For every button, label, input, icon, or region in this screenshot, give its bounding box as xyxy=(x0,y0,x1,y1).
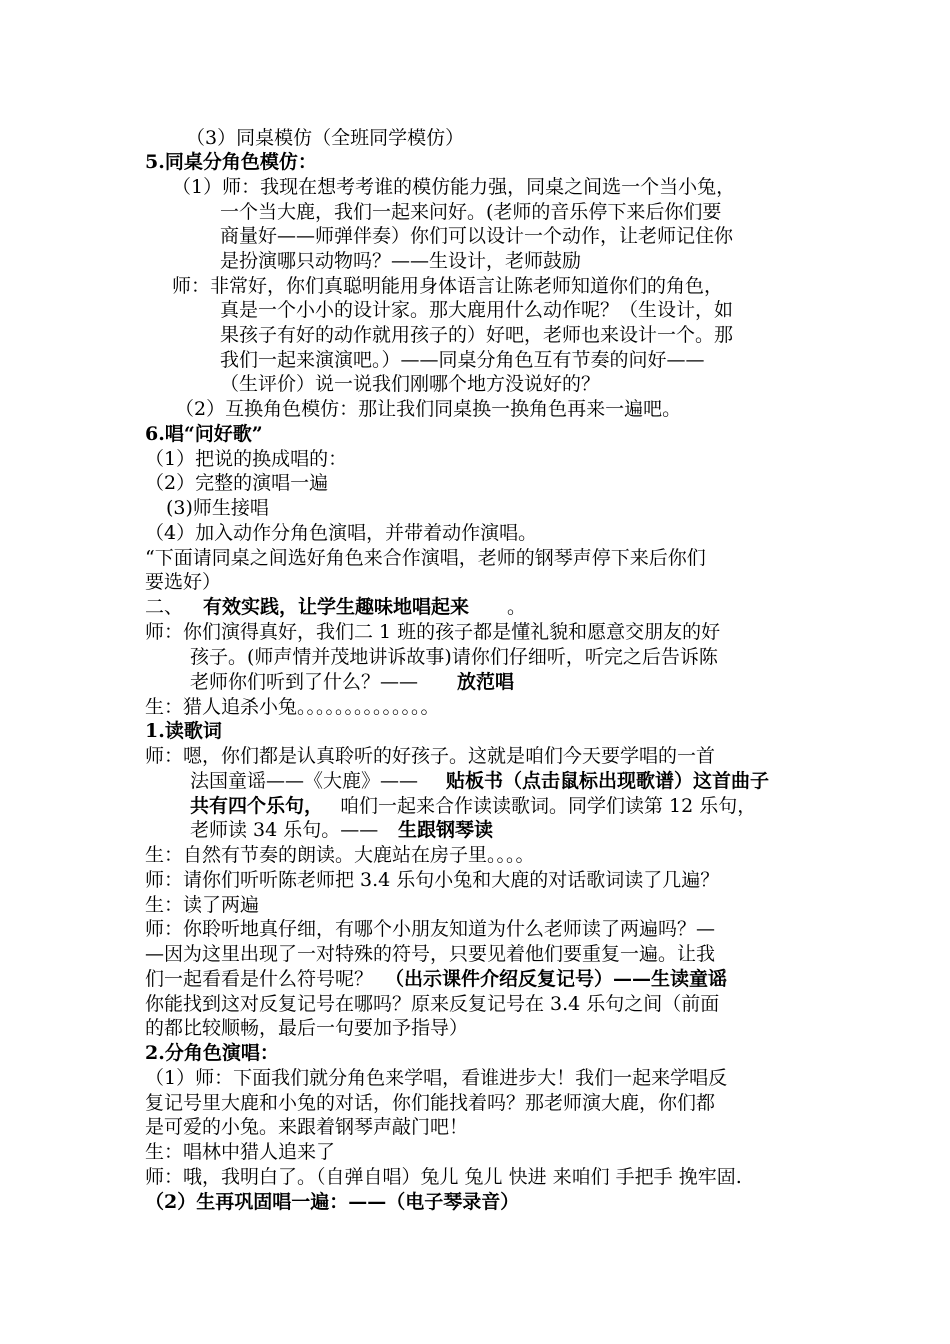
text-line: 师：嗯，你们都是认真聆听的好孩子。这就是咱们今天要学唱的一首 xyxy=(145,745,716,767)
section-number: 二、 xyxy=(145,596,184,618)
text-line: 师：非常好，你们真聪明能用身体语言让陈老师知道你们的角色， xyxy=(172,275,724,297)
text-line: （生评价）说一说我们刚哪个地方没说好的？ xyxy=(220,373,601,395)
text-line: 孩子。(师声情并茂地讲诉故事)请你们仔细听，听完之后告诉陈 xyxy=(190,646,718,668)
text-line: 我们一起来演演吧。）——同桌分角色互有节奏的问好—— xyxy=(220,349,705,371)
text-line: 咱们一起来合作读读歌词。同学们读第 12 乐句， xyxy=(340,795,757,817)
text-line: 。 xyxy=(507,596,527,618)
text-line: 们一起看看是什么符号呢？ xyxy=(145,968,374,990)
text-line: “下面请同桌之间选好角色来合作演唱，老师的钢琴声停下来后你们 xyxy=(145,547,706,569)
text-line: 真是一个小小的设计家。那大鹿用什么动作呢？（生设计，如 xyxy=(220,299,734,321)
text-line: 商量好——师弹伴奏）你们可以设计一个动作，让老师记住你 xyxy=(220,225,734,247)
section-heading: （2）生再巩固唱一遍：——（电子琴录音） xyxy=(145,1191,520,1213)
text-line: 生：自然有节奏的朗读。大鹿站在房子里。。。。 xyxy=(145,844,535,866)
section-heading: 2.分角色演唱： xyxy=(145,1042,279,1064)
section-heading: 1.读歌词 xyxy=(145,720,222,742)
bold-text: 共有四个乐句， xyxy=(190,795,324,817)
text-line: （1）师：下面我们就分角色来学唱，看谁进步大！我们一起来学唱反 xyxy=(145,1067,728,1089)
text-line: (3)师生接唱 xyxy=(166,497,269,519)
text-line: （2）完整的演唱一遍 xyxy=(145,472,329,494)
text-line: 果孩子有好的动作就用孩子的）好吧，老师也来设计一个。那 xyxy=(220,324,734,346)
section-heading: 有效实践，让学生趣味地唱起来 xyxy=(203,596,470,618)
text-line: （2）互换角色模仿：那让我们同桌换一换角色再来一遍吧。 xyxy=(175,398,682,420)
text-line: （3）同桌模仿（全班同学模仿） xyxy=(186,127,465,149)
text-line: 要选好） xyxy=(145,571,222,593)
text-line: （1）师：我现在想考考谁的模仿能力强，同桌之间选一个当小兔， xyxy=(172,176,736,198)
text-line: 老师读 34 乐句。—— xyxy=(190,819,379,841)
text-line: 复记号里大鹿和小兔的对话，你们能找着吗？那老师演大鹿，你们都 xyxy=(145,1092,716,1114)
text-line: 是扮演哪只动物吗？——生设计，老师鼓励 xyxy=(220,250,582,272)
section-heading: 6.唱“问好歌” xyxy=(145,423,263,445)
bold-text: 贴板书（点击鼠标出现歌谱）这首曲子 xyxy=(446,770,770,792)
text-line: （1）把说的换成唱的： xyxy=(145,448,348,470)
bold-text: 放范唱 xyxy=(457,671,515,693)
text-line: 师：你聆听地真仔细，有哪个小朋友知道为什么老师读了两遍吗？— xyxy=(145,918,716,940)
text-line: 师：哦，我明白了。（自弹自唱）兔儿 兔儿 快进 来咱们 手把手 挽牢固. xyxy=(145,1166,742,1188)
text-line: 师：请你们听听陈老师把 3.4 乐句小兔和大鹿的对话歌词读了几遍？ xyxy=(145,869,720,891)
text-line: （4）加入动作分角色演唱，并带着动作演唱。 xyxy=(145,522,538,544)
bold-text: （出示课件介绍反复记号）——生读童谣 xyxy=(385,968,728,990)
text-line: 生：读了两遍 xyxy=(145,894,260,916)
text-line: 法国童谣——《大鹿》—— xyxy=(190,770,419,792)
section-heading: 5.同桌分角色模仿： xyxy=(145,151,317,173)
text-line: 生：猎人追杀小兔。。。。。。。。。。。。。。 xyxy=(145,696,440,718)
text-line: 是可爱的小兔。来跟着钢琴声敲门吧！ xyxy=(145,1116,469,1138)
text-line: 一个当大鹿，我们一起来问好。(老师的音乐停下来后你们要 xyxy=(220,201,722,223)
text-line: 的都比较顺畅，最后一句要加予指导） xyxy=(145,1017,469,1039)
text-line: 你能找到这对反复记号在哪吗？原来反复记号在 3.4 乐句之间（前面 xyxy=(145,993,720,1015)
text-line: 生：唱林中猎人追来了 xyxy=(145,1141,336,1163)
text-line: 师：你们演得真好，我们二 1 班的孩子都是懂礼貌和愿意交朋友的好 xyxy=(145,621,721,643)
bold-text: 生跟钢琴读 xyxy=(398,819,494,841)
text-line: 老师你们听到了什么？—— xyxy=(190,671,419,693)
text-line: —因为这里出现了一对特殊的符号，只要见着他们要重复一遍。让我 xyxy=(145,943,716,965)
